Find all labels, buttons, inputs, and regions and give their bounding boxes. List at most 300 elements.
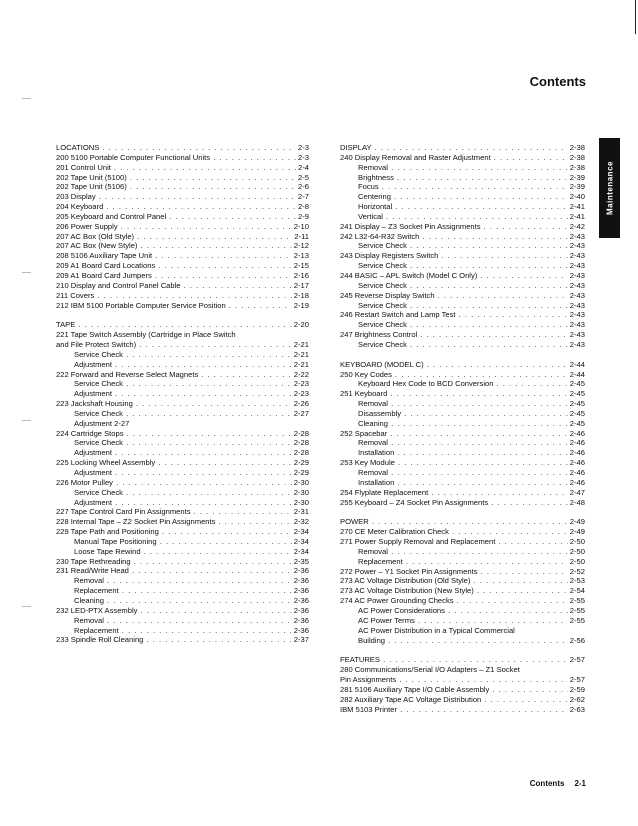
toc-entry[interactable]: [340, 458, 585, 468]
toc-entry-page: 2-19: [293, 300, 309, 310]
toc-entry-title: IBM 5103 Printer . . .: [340, 705, 585, 715]
toc-entry[interactable]: [56, 448, 309, 458]
toc-entry-title: 273 AC Voltage Distribution (Old Style) . . .: [340, 576, 585, 586]
toc-section-heading[interactable]: [56, 320, 309, 330]
toc-entry-title: KEYBOARD (MODEL C) . . .: [340, 360, 585, 370]
toc-entry[interactable]: [56, 241, 309, 251]
toc-entry-page: 2-3: [298, 152, 309, 162]
toc-entry[interactable]: [340, 251, 585, 261]
toc-entry-title: 255 Keyboard – Z4 Socket Pin Assignments . . .: [340, 498, 585, 508]
toc-entry[interactable]: [340, 370, 585, 380]
toc-entry[interactable]: [56, 192, 309, 202]
toc-entry-page: 2-63: [569, 704, 585, 714]
section-tab-label: Maintenance: [605, 161, 614, 215]
toc-entry[interactable]: [340, 202, 585, 212]
toc-entry-title: Adjustment . . .: [74, 498, 309, 508]
toc-entry-title: Adjustment 2-27: [74, 418, 130, 428]
toc-entry-page: 2-44: [569, 369, 585, 379]
toc-entry-title: Brightness . . .: [358, 173, 585, 183]
toc-entry-title: 253 Key Module . . .: [340, 458, 585, 468]
toc-entry-page: 2-43: [569, 330, 585, 340]
toc-entry-page: 2-50: [569, 546, 585, 556]
toc-entry[interactable]: [340, 192, 585, 202]
toc-entry-page: 2-18: [293, 290, 309, 300]
toc-entry[interactable]: [56, 606, 309, 616]
toc-entry-title: 271 Power Supply Removal and Replacement . . .: [340, 537, 585, 547]
toc-entry[interactable]: [340, 537, 585, 547]
toc-entry-page: 2-46: [569, 468, 585, 477]
toc-entry-title: Removal . . .: [358, 468, 585, 478]
toc-entry-page: 2-43: [569, 280, 585, 290]
toc-entry-page: 2-37: [293, 635, 309, 645]
toc-entry-title: TAPE . . .: [56, 320, 309, 330]
toc-entry-page: 2-21: [293, 340, 309, 350]
toc-entry-title: Service Check . . .: [358, 301, 585, 311]
toc-entry-title: 207 AC Box (New Style) . . .: [56, 241, 309, 251]
toc-entry-page: 2-40: [569, 192, 585, 202]
toc-entry-page: 2-46: [569, 448, 585, 458]
toc-entry-title: Service Check . . .: [358, 320, 585, 330]
toc-entry-title: 200 5100 Portable Computer Functional Units . . .: [56, 153, 309, 163]
toc-entry-page: 2-36: [293, 566, 309, 576]
toc-entry-page: 2-36: [293, 625, 309, 635]
toc-entry-title: 224 Cartridge Stops . . .: [56, 429, 309, 439]
toc-entry[interactable]: [340, 636, 585, 646]
section-tab: [599, 138, 620, 238]
page-title: Contents: [529, 74, 586, 89]
toc-entry-title: 222 Forward and Reverse Select Magnets . . .: [56, 370, 309, 380]
toc-entry-title: Service Check . . .: [74, 409, 309, 419]
toc-entry[interactable]: [56, 517, 309, 527]
toc-entry[interactable]: [56, 271, 309, 281]
toc-entry-page: 2-6: [298, 182, 309, 192]
toc-entry[interactable]: [340, 616, 585, 626]
toc-entry[interactable]: [56, 163, 309, 173]
toc-entry[interactable]: [340, 419, 585, 429]
toc-entry-title: Cleaning . . .: [74, 596, 309, 606]
toc-entry-page: 2-17: [293, 280, 309, 290]
toc-entry-page: 2-12: [293, 241, 309, 251]
toc-entry-page: 2-5: [298, 172, 309, 182]
toc-entry[interactable]: [340, 320, 585, 330]
toc-entry[interactable]: [340, 222, 585, 232]
toc-entry-page: 2-41: [569, 211, 585, 221]
toc-entry[interactable]: [56, 153, 309, 163]
toc-entry-page: 2-49: [569, 517, 585, 527]
toc-entry[interactable]: [340, 438, 585, 448]
toc-entry-title: 225 Locking Wheel Assembly . . .: [56, 458, 309, 468]
toc-entry-title: Adjustment . . .: [74, 389, 309, 399]
toc-entry-title: 206 Power Supply . . .: [56, 222, 309, 232]
toc-section-heading[interactable]: [56, 143, 309, 153]
toc-entry[interactable]: [340, 685, 585, 695]
toc-entry-page: 2-36: [293, 595, 309, 605]
toc-entry-title: Service Check . . .: [74, 488, 309, 498]
toc-entry-page: 2-30: [293, 497, 309, 507]
toc-entry-page: 2-48: [569, 497, 585, 507]
toc-entry[interactable]: [340, 310, 585, 320]
toc-entry[interactable]: [340, 182, 585, 192]
toc-entry-title: 243 Display Registers Switch . . .: [340, 251, 585, 261]
toc-entry-page: 2-29: [293, 468, 309, 477]
toc-entry-title: 233 Spindle Roll Cleaning . . .: [56, 635, 309, 645]
toc-entry-page: 2-52: [569, 566, 585, 576]
toc-entry-page: 2-21: [293, 349, 309, 359]
toc-entry-page: 2-43: [569, 231, 585, 241]
toc-entry-page: 2-28: [293, 438, 309, 448]
toc-entry[interactable]: [340, 695, 585, 705]
toc-entry-page: 2-36: [293, 576, 309, 586]
toc-entry-title: 223 Jackshaft Housing . . .: [56, 399, 309, 409]
toc-entry-title: 203 Display . . .: [56, 192, 309, 202]
toc-entry-title: 247 Brightness Control . . .: [340, 330, 585, 340]
toc-entry-page: 2-46: [569, 477, 585, 487]
toc-entry[interactable]: [56, 537, 309, 547]
toc-entry-page: 2-32: [293, 517, 309, 527]
toc-entry-page: 2-30: [293, 487, 309, 497]
toc-entry-page: 2-11: [294, 231, 309, 241]
toc-entry[interactable]: [56, 291, 309, 301]
toc-entry-title: AC Power Considerations . . .: [358, 606, 585, 616]
toc-entry[interactable]: [56, 498, 309, 508]
toc-entry[interactable]: [340, 665, 585, 675]
toc-entry[interactable]: [340, 281, 585, 291]
toc-entry-page: 2-15: [293, 261, 309, 271]
toc-entry-page: 2-43: [569, 320, 585, 330]
toc-entry-page: 2-7: [298, 192, 309, 202]
toc-entry-page: 2-45: [569, 408, 585, 418]
toc-entry-page: 2-31: [293, 507, 309, 517]
toc-entry-title: Service Check . . .: [74, 379, 309, 389]
toc-entry-title: Service Check . . .: [74, 350, 309, 360]
toc-entry[interactable]: [56, 507, 309, 517]
toc-entry-title: Replacement . . .: [74, 626, 309, 636]
toc-entry[interactable]: [340, 399, 585, 409]
page-edge-line: [635, 0, 636, 34]
toc-entry[interactable]: [340, 606, 585, 616]
toc-section-heading[interactable]: [340, 143, 585, 153]
toc-entry-title: 244 BASIC – APL Switch (Model C Only) . . .: [340, 271, 585, 281]
toc-entry-title: 229 Tape Path and Positioning . . .: [56, 527, 309, 537]
toc-entry[interactable]: [340, 409, 585, 419]
scan-mark: [22, 98, 31, 99]
toc-entry[interactable]: [340, 429, 585, 439]
toc-entry[interactable]: [56, 212, 309, 222]
toc-entry-title: 240 Display Removal and Raster Adjustment . . .: [340, 153, 585, 163]
toc-entry-title: 202 Tape Unit (5100) . . .: [56, 173, 309, 183]
toc-entry[interactable]: [340, 626, 585, 636]
toc-entry[interactable]: [56, 301, 309, 311]
toc-entry[interactable]: [340, 567, 585, 577]
toc-entry[interactable]: [56, 379, 309, 389]
toc-entry-title: 270 CE Meter Calibration Check . . .: [340, 527, 585, 537]
toc-entry[interactable]: [56, 350, 309, 360]
toc-entry[interactable]: [56, 596, 309, 606]
toc-entry[interactable]: [56, 566, 309, 576]
toc-entry-page: 2-9: [298, 211, 309, 221]
toc-entry[interactable]: [56, 232, 309, 242]
toc-entry-title: 232 LED-PTX Assembly . . .: [56, 606, 309, 616]
toc-entry-title: Adjustment . . .: [74, 468, 309, 478]
toc-entry-title: Loose Tape Rewind . . .: [74, 547, 309, 557]
toc-entry-title: Adjustment . . .: [74, 448, 309, 458]
toc-entry-title: 228 Internal Tape – Z2 Socket Pin Assignments . . .: [56, 517, 309, 527]
toc-entry-title: Replacement . . .: [358, 557, 585, 567]
toc-entry[interactable]: [56, 182, 309, 192]
toc-entry-title: Pin Assignments . . .: [340, 675, 585, 685]
toc-entry[interactable]: [340, 340, 585, 350]
toc-entry-title: 246 Restart Switch and Lamp Test . . .: [340, 310, 585, 320]
toc-entry-title: 208 5106 Auxiliary Tape Unit . . .: [56, 251, 309, 261]
toc-entry-page: 2-20: [293, 320, 309, 330]
toc-entry[interactable]: [340, 241, 585, 251]
toc-entry[interactable]: [340, 389, 585, 399]
toc-entry[interactable]: [340, 232, 585, 242]
toc-right-column: [340, 143, 585, 714]
toc-entry-title: Service Check . . .: [358, 241, 585, 251]
toc-entry-page: 2-49: [569, 527, 585, 537]
toc-entry[interactable]: [56, 468, 309, 478]
toc-entry-page: 2-26: [293, 399, 309, 409]
toc-entry-title: 245 Reverse Display Switch . . .: [340, 291, 585, 301]
toc-entry[interactable]: [56, 202, 309, 212]
toc-section-heading[interactable]: [340, 517, 585, 527]
toc-entry-page: 2-43: [569, 241, 585, 251]
toc-entry-title: Removal . . .: [358, 547, 585, 557]
toc-entry-title: Building . . .: [358, 636, 585, 646]
toc-entry-title: 252 Spacebar . . .: [340, 429, 585, 439]
toc-entry[interactable]: [56, 478, 309, 488]
toc-entry[interactable]: [56, 429, 309, 439]
toc-entry-page: 2-39: [569, 172, 585, 182]
toc-entry-page: 2-4: [298, 162, 309, 172]
toc-entry-title: Manual Tape Positioning . . .: [74, 537, 309, 547]
toc-entry[interactable]: [56, 409, 309, 419]
toc-entry-page: 2-34: [293, 546, 309, 556]
toc-entry[interactable]: [340, 557, 585, 567]
toc-entry-page: 2-41: [569, 202, 585, 212]
toc-entry-title: 226 Motor Pulley . . .: [56, 478, 309, 488]
toc-entry[interactable]: [56, 251, 309, 261]
toc-entry-title: Removal . . .: [358, 399, 585, 409]
toc-entry-title: AC Power Terms . . .: [358, 616, 585, 626]
toc-entry-page: 2-29: [293, 458, 309, 468]
toc-entry[interactable]: [56, 576, 309, 586]
toc-entry-title: Cleaning . . .: [358, 419, 585, 429]
toc-entry[interactable]: [340, 291, 585, 301]
page-footer: [530, 779, 586, 788]
toc-entry-page: 2-43: [569, 300, 585, 310]
toc-entry-title: 272 Power – Y1 Socket Pin Assignments . . .: [340, 567, 585, 577]
toc-entry-title: 207 AC Box (Old Style) . . .: [56, 232, 309, 242]
toc-entry-title: 227 Tape Control Card Pin Assignments . . .: [56, 507, 309, 517]
toc-entry-title: Vertical . . .: [358, 212, 585, 222]
toc-entry-page: 2-43: [569, 270, 585, 280]
toc-entry-title: Disassembly . . .: [358, 409, 585, 419]
toc-entry-page: 2-44: [569, 359, 585, 369]
toc-entry[interactable]: [340, 547, 585, 557]
section-gap: [340, 507, 585, 517]
toc-entry[interactable]: [340, 379, 585, 389]
toc-entry-page: 2-62: [569, 694, 585, 704]
toc-entry-page: 2-43: [569, 290, 585, 300]
toc-entry-title: Centering . . .: [358, 192, 585, 202]
toc-entry-page: 2-45: [569, 418, 585, 428]
toc-entry-page: 2-50: [569, 556, 585, 566]
toc-entry[interactable]: [56, 626, 309, 636]
toc-entry[interactable]: [56, 586, 309, 596]
toc-entry-page: 2-45: [569, 389, 585, 399]
toc-entry-page: 2-38: [569, 152, 585, 162]
toc-entry[interactable]: [56, 370, 309, 380]
toc-entry-page: 2-55: [569, 615, 585, 625]
toc-entry[interactable]: [56, 261, 309, 271]
toc-entry[interactable]: [340, 153, 585, 163]
toc-entry-page: 2-16: [293, 270, 309, 280]
toc-entry-title: 231 Read/Write Head . . .: [56, 566, 309, 576]
toc-entry-title: 254 Flyplate Replacement . . .: [340, 488, 585, 498]
toc-entry[interactable]: [340, 163, 585, 173]
toc-entry[interactable]: [56, 360, 309, 370]
toc-entry[interactable]: [340, 498, 585, 508]
toc-entry-page: 2-59: [569, 684, 585, 694]
toc-entry[interactable]: [56, 547, 309, 557]
toc-entry[interactable]: [340, 173, 585, 183]
toc-entry[interactable]: [340, 468, 585, 478]
toc-entry-page: 2-39: [569, 182, 585, 192]
toc-entry-page: 2-54: [569, 586, 585, 596]
toc-entry-title: 281 5106 Auxiliary Tape I/O Cable Assembly . . .: [340, 685, 585, 695]
toc-entry[interactable]: [56, 173, 309, 183]
toc-entry-title: POWER . . .: [340, 517, 585, 527]
toc-entry-page: 2-8: [298, 202, 309, 212]
scan-mark: [22, 420, 31, 421]
toc-entry-page: 2-46: [569, 428, 585, 438]
toc-entry-title: and File Protect Switch) . . .: [56, 340, 309, 350]
toc-entry-title: Removal . . .: [358, 163, 585, 173]
toc-entry[interactable]: [56, 616, 309, 626]
toc-entry-page: 2-30: [293, 477, 309, 487]
toc-entry-page: 2-43: [569, 251, 585, 261]
section-gap: [340, 645, 585, 655]
toc-entry[interactable]: [56, 222, 309, 232]
toc-entry[interactable]: [340, 675, 585, 685]
toc-entry-page: 2-55: [569, 605, 585, 615]
toc-entry-title: 242 L32-64-R32 Switch . . .: [340, 232, 585, 242]
toc-entry-title: 282 Auxiliary Tape AC Voltage Distribution . . .: [340, 695, 585, 705]
toc-entry[interactable]: [340, 527, 585, 537]
toc-entry-page: 2-36: [293, 586, 309, 596]
toc-entry[interactable]: [56, 389, 309, 399]
toc-entry-title: 250 Key Codes . . .: [340, 370, 585, 380]
toc-entry[interactable]: [340, 271, 585, 281]
toc-entry[interactable]: [56, 281, 309, 291]
toc-entry-page: 2-23: [293, 379, 309, 389]
toc-entry-title: Removal . . .: [358, 438, 585, 448]
toc-entry[interactable]: [340, 261, 585, 271]
toc-entry[interactable]: [56, 340, 309, 350]
toc-entry[interactable]: [56, 635, 309, 645]
toc-entry-page: 2-21: [293, 359, 309, 369]
toc-entry-page: 2-55: [569, 596, 585, 606]
toc-entry[interactable]: [56, 527, 309, 537]
toc-entry[interactable]: [340, 488, 585, 498]
toc-entry-title: Removal . . .: [74, 576, 309, 586]
section-gap: [56, 310, 309, 320]
toc-entry[interactable]: [340, 705, 585, 715]
toc-entry-page: 2-56: [569, 635, 585, 645]
toc-entry-title: 241 Display – Z3 Socket Pin Assignments . . .: [340, 222, 585, 232]
toc-entry[interactable]: [340, 301, 585, 311]
toc-entry-title: 280 Communications/Serial I/O Adapters – Z1 Socket: [340, 665, 520, 675]
toc-section-heading[interactable]: [340, 655, 585, 665]
toc-entry-title: 221 Tape Switch Assembly (Cartridge in Place Switch: [56, 330, 236, 340]
toc-entry-page: 2-22: [293, 369, 309, 379]
toc-entry-page: 2-27: [293, 408, 309, 418]
toc-entry[interactable]: [340, 212, 585, 222]
toc-entry-page: 2-57: [569, 675, 585, 685]
toc-entry[interactable]: [340, 586, 585, 596]
toc-entry-title: Installation . . .: [358, 478, 585, 488]
toc-entry-title: Keyboard Hex Code to BCD Conversion . . .: [358, 379, 585, 389]
toc-entry[interactable]: [340, 448, 585, 458]
toc-entry-title: AC Power Distribution in a Typical Commercial: [358, 625, 515, 635]
toc-entry[interactable]: [56, 488, 309, 498]
toc-entry-page: 2-36: [293, 605, 309, 615]
toc-entry[interactable]: [56, 399, 309, 409]
toc-entry-page: 2-38: [569, 143, 585, 152]
footer-label: Contents: [529, 779, 565, 788]
scan-mark: [22, 272, 31, 273]
toc-entry[interactable]: [56, 438, 309, 448]
toc-entry-title: 202 Tape Unit (5106) . . .: [56, 182, 309, 192]
toc-entry-page: 2-38: [569, 162, 585, 172]
toc-entry-title: Horizontal . . .: [358, 202, 585, 212]
toc-entry-title: LOCATIONS . . .: [56, 143, 309, 153]
toc-entry[interactable]: [56, 330, 309, 340]
toc-entry[interactable]: [56, 419, 309, 429]
toc-entry-page: 2-43: [569, 310, 585, 320]
toc-entry-page: 2-46: [569, 458, 585, 468]
toc-entry-title: 201 Control Unit . . .: [56, 163, 309, 173]
toc-entry-title: Service Check . . .: [74, 438, 309, 448]
section-gap: [340, 350, 585, 360]
toc-entry[interactable]: [340, 330, 585, 340]
toc-entry-page: 2-28: [293, 448, 309, 458]
toc-entry[interactable]: [56, 458, 309, 468]
toc-left-column: [56, 143, 309, 645]
toc-entry-title: 274 AC Power Grounding Checks . . .: [340, 596, 585, 606]
toc-entry-title: 211 Covers . . .: [56, 291, 309, 301]
toc-entry-page: 2-43: [569, 339, 585, 349]
toc-entry-title: DISPLAY . . .: [340, 143, 585, 153]
toc-entry[interactable]: [340, 576, 585, 586]
toc-entry-title: Focus . . .: [358, 182, 585, 192]
toc-entry-page: 2-42: [569, 221, 585, 231]
toc-entry[interactable]: [340, 478, 585, 488]
toc-entry-page: 2-36: [293, 615, 309, 625]
toc-entry-title: Service Check . . .: [358, 261, 585, 271]
toc-entry-title: 251 Keyboard . . .: [340, 389, 585, 399]
toc-entry-title: FEATURES . . .: [340, 655, 585, 665]
toc-entry[interactable]: [340, 596, 585, 606]
toc-entry-title: 205 Keyboard and Control Panel . . .: [56, 212, 309, 222]
toc-section-heading[interactable]: [340, 360, 585, 370]
toc-entry-title: 210 Display and Control Panel Cable . . .: [56, 281, 309, 291]
toc-entry-title: 204 Keyboard . . .: [56, 202, 309, 212]
toc-entry-page: 2-34: [293, 527, 309, 537]
toc-entry[interactable]: [56, 557, 309, 567]
